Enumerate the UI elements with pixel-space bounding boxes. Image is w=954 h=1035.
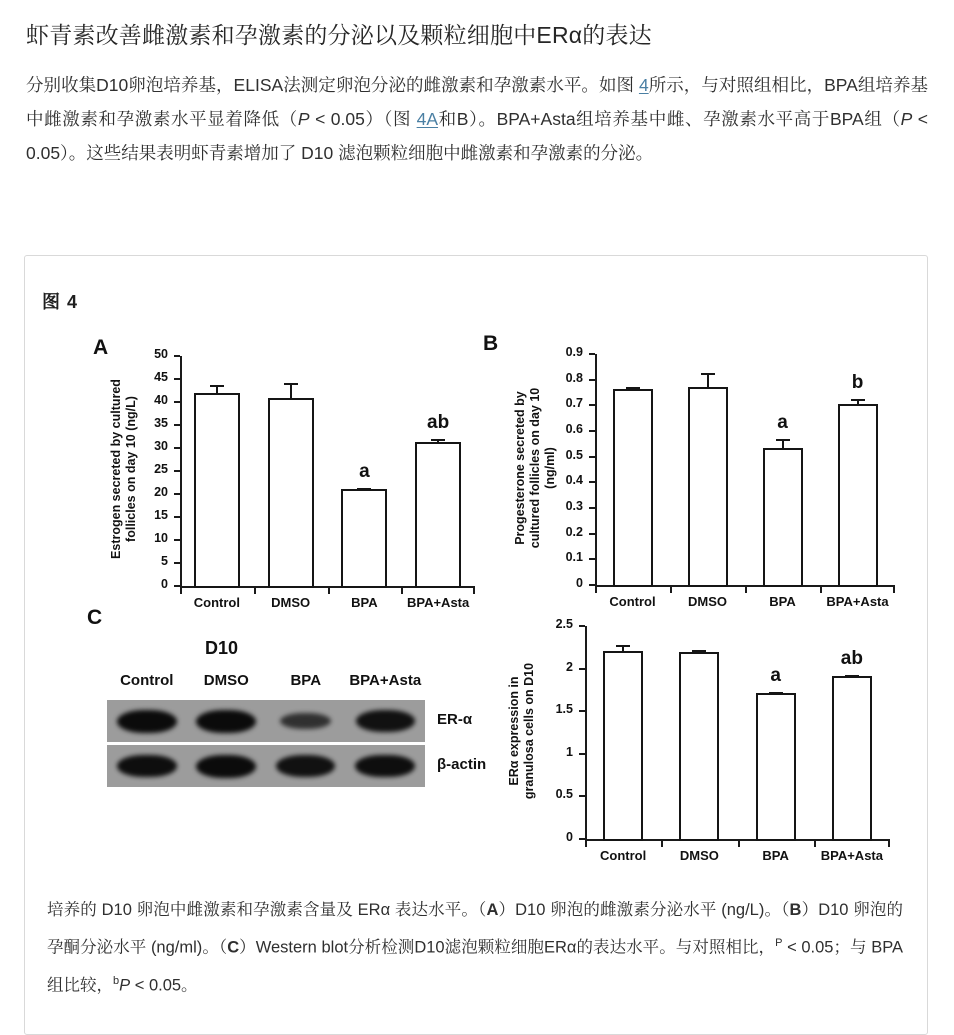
blot-lane-label-control: Control [120,672,174,689]
bar-bpa-asta [415,442,461,588]
superscript-marker: P [775,937,783,949]
panel-tag: B [789,901,802,919]
y-tick-label: 1.5 [555,702,573,717]
blot-band [196,710,256,733]
y-tick-label: 1 [566,744,573,759]
bar-control [194,393,240,588]
blot-row-er-alpha [107,700,425,742]
figure-reference-link[interactable]: 4A [416,109,439,129]
error-bar-cap [769,692,783,694]
y-tick-label: 0 [161,577,168,591]
blot-header-d10: D10 [205,638,239,658]
y-tick [589,430,595,432]
y-tick-label: 50 [154,347,168,361]
bar-control [613,389,653,587]
y-tick-label: 25 [154,462,168,476]
bar-dmso [688,387,728,587]
figure-number-label: 图 4 [42,292,79,312]
superscript-marker: b [113,974,120,987]
y-tick-label: 45 [154,370,168,384]
y-tick-label: 0.9 [565,345,583,359]
blot-lane-label-bpa: BPA [290,672,322,689]
significance-label: a [770,664,781,686]
blot-band [356,710,415,732]
y-axis-title [513,352,558,584]
x-axis-tick [180,588,182,594]
y-tick-label: 0.8 [565,370,583,385]
y-tick-label: 0.3 [565,499,583,513]
blot-lane-label-bpa-asta: BPA+Asta [349,672,422,689]
y-tick [589,404,595,406]
error-bar-cap [626,387,640,389]
italic-text: P [297,109,310,129]
error-bar-cap [692,650,706,652]
y-tick-label: 10 [154,531,168,545]
y-tick [174,516,180,518]
x-axis-label-bpa: BPA [762,848,789,863]
y-tick [589,353,595,355]
y-axis-line [585,626,587,841]
y-tick-label: 0.1 [565,550,583,565]
x-axis-label-bpa: BPA [769,594,796,609]
bar-dmso [268,398,314,588]
italic-text: P [119,976,131,994]
significance-label: a [777,412,788,434]
y-tick [589,481,595,483]
y-tick-label: 0.7 [565,396,583,411]
y-tick-label: 2 [566,659,573,674]
text-run: 分别收集D10卵泡培养基，ELISA法测定卵泡分泌的雌激素和孕激素水平。如图 [26,75,639,95]
text-run: ）D10 卵泡的雌激素分泌水平 (ng/L)。（ [498,901,790,919]
y-tick-label: 20 [154,485,168,499]
y-tick [589,456,595,458]
y-tick [174,493,180,495]
y-tick-label: 0.5 [555,787,573,802]
y-tick-label: 30 [154,439,168,453]
y-axis-title [109,354,139,584]
significance-label: a [359,460,370,482]
x-axis-tick [670,587,672,593]
blot-band [196,755,256,778]
y-tick [589,558,595,560]
italic-text: P [900,109,913,129]
y-tick [174,562,180,564]
panel-letter-b: B [483,332,499,355]
x-axis-label-bpa-asta: BPA+Asta [820,848,883,863]
figure-caption [47,894,903,1002]
bar-bpa [341,489,387,588]
text-run: ）D10 卵泡的孕酮分泌水平 (ng/ml)。（ [47,901,903,957]
y-tick-label: 0.6 [565,422,583,436]
x-axis-tick [585,841,587,847]
y-tick [174,424,180,426]
article-text-block [26,18,928,170]
y-axis-title-line: follicles on day 10 (ng/L) [124,396,138,542]
y-tick [579,838,585,840]
error-bar-cap [357,488,371,490]
y-tick-label: 2.5 [555,617,573,631]
y-tick-label: 15 [154,508,168,522]
y-tick-label: 0.5 [565,447,583,462]
error-bar-cap [616,645,630,647]
bar-dmso [679,652,719,841]
chart-panel-a [85,336,505,636]
y-tick [589,533,595,535]
y-tick-label: 0 [566,830,573,844]
y-tick-label: 0.4 [565,473,583,488]
error-bar-cap [845,675,859,677]
blot-band [276,755,335,777]
y-tick [174,401,180,403]
error-bar-stem [290,383,292,398]
x-axis-tick [254,588,256,594]
x-axis-tick [814,841,816,847]
bar-bpa-asta [838,404,878,587]
x-axis-label-dmso: DMSO [688,594,727,609]
y-tick [589,379,595,381]
blot-band [117,710,177,733]
y-axis-line [595,354,597,587]
y-tick [174,378,180,380]
x-axis-tick [745,587,747,593]
x-axis-tick [595,587,597,593]
blot-lane-label-dmso: DMSO [203,672,249,689]
significance-label: ab [427,412,450,434]
blot-row-label-er-alpha: ER-α [437,711,473,728]
y-tick-label: 0.2 [565,524,583,539]
error-bar-cap [776,439,790,441]
figure-graphic [25,316,927,876]
chart-panel-d [465,604,927,866]
bar-bpa-asta [832,676,872,841]
x-axis-tick [738,841,740,847]
y-axis-title-line: cultured follicles on day 10 [528,387,542,549]
blot-row-beta-actin [107,745,425,787]
x-axis-tick [661,841,663,847]
y-tick [579,795,585,797]
y-tick-label: 40 [154,393,168,407]
panel-letter-c: C [87,606,103,629]
x-axis-tick [893,587,895,593]
text-run: 所示，与对照组相比，BPA组培养基中雌激素和孕激素水平显着降低（ [26,75,929,129]
y-axis-title-line: (ng/ml) [543,447,557,489]
chart-panel-b [475,332,927,636]
y-axis-title-line: Progesterone secreted by [513,391,527,545]
y-tick [174,539,180,541]
y-axis-title-line: granulosa cells on D10 [522,662,536,800]
text-run: < 0.05）。这些结果表明虾青素增加了 D10 滤泡颗粒细胞中雌激素和孕激素的分泌。 [26,109,928,163]
blot-band [355,755,415,777]
text-run: < 0.05）（图 [309,109,417,129]
x-axis-tick [888,841,890,847]
blot-band [280,713,331,728]
x-axis-label-bpa-asta: BPA+Asta [826,594,889,609]
y-tick [589,507,595,509]
text-run: ）Western blot分析检测D10滤泡颗粒细胞ERα的表达水平。与对照相比， [239,938,776,957]
y-axis-title-line: ERα expression in [507,676,521,786]
significance-label: b [851,372,864,394]
significance-label: ab [840,647,863,669]
y-tick [174,585,180,587]
panel-letter-a: A [93,336,109,359]
y-tick-label: 35 [154,416,168,430]
text-run: < 0.05；与 BPA 组比较， [47,938,903,994]
panel-tag: A [486,901,499,919]
x-axis-label-control: Control [609,594,656,609]
error-bar-cap [851,399,865,401]
y-tick [579,710,585,712]
article-body-paragraph [26,68,928,170]
y-tick [579,753,585,755]
y-tick [174,470,180,472]
text-run: 和B）。BPA+Asta组培养基中雌、孕激素水平高于BPA组（ [438,109,901,129]
x-axis-tick [820,587,822,593]
bar-bpa [763,448,803,587]
error-bar-stem [707,373,709,387]
x-axis-label-dmso: DMSO [271,595,311,610]
y-axis-title-line: Estrogen secreted by cultured [109,379,123,559]
x-axis-label-control: Control [193,595,240,610]
panel-tag: C [227,938,240,957]
figure-reference-link[interactable]: 4 [638,75,649,95]
y-tick [579,625,585,627]
blot-panel-c [55,606,487,816]
blot-band [117,755,177,777]
page-title: 虾青素改善雌激素和孕激素的分泌以及颗粒细胞中ERα的表达 [26,22,652,48]
x-axis-label-bpa-asta: BPA+Asta [406,595,470,610]
text-run: 培养的 D10 卵泡中雌激素和孕激素含量及 ERα 表达水平。（ [47,901,487,919]
blot-row-label-beta-actin: β-actin [437,756,487,773]
y-tick [174,355,180,357]
y-tick-label: 0 [576,576,583,590]
x-axis-label-control: Control [600,848,647,863]
text-run: < 0.05。 [130,976,198,994]
y-tick [579,668,585,670]
x-axis-tick [328,588,330,594]
figure-card [24,255,928,1035]
error-bar-cap [701,373,715,375]
error-bar-cap [431,439,445,441]
bar-control [603,651,643,841]
y-tick [174,447,180,449]
y-axis-line [180,356,182,588]
y-axis-title [507,626,537,836]
y-tick [589,584,595,586]
y-tick-label: 5 [161,554,168,568]
error-bar-cap [284,383,298,385]
bar-bpa [756,693,796,841]
x-axis-label-bpa: BPA [351,595,378,610]
x-axis-label-dmso: DMSO [679,848,719,863]
x-axis-tick [401,588,403,594]
error-bar-cap [210,385,224,387]
